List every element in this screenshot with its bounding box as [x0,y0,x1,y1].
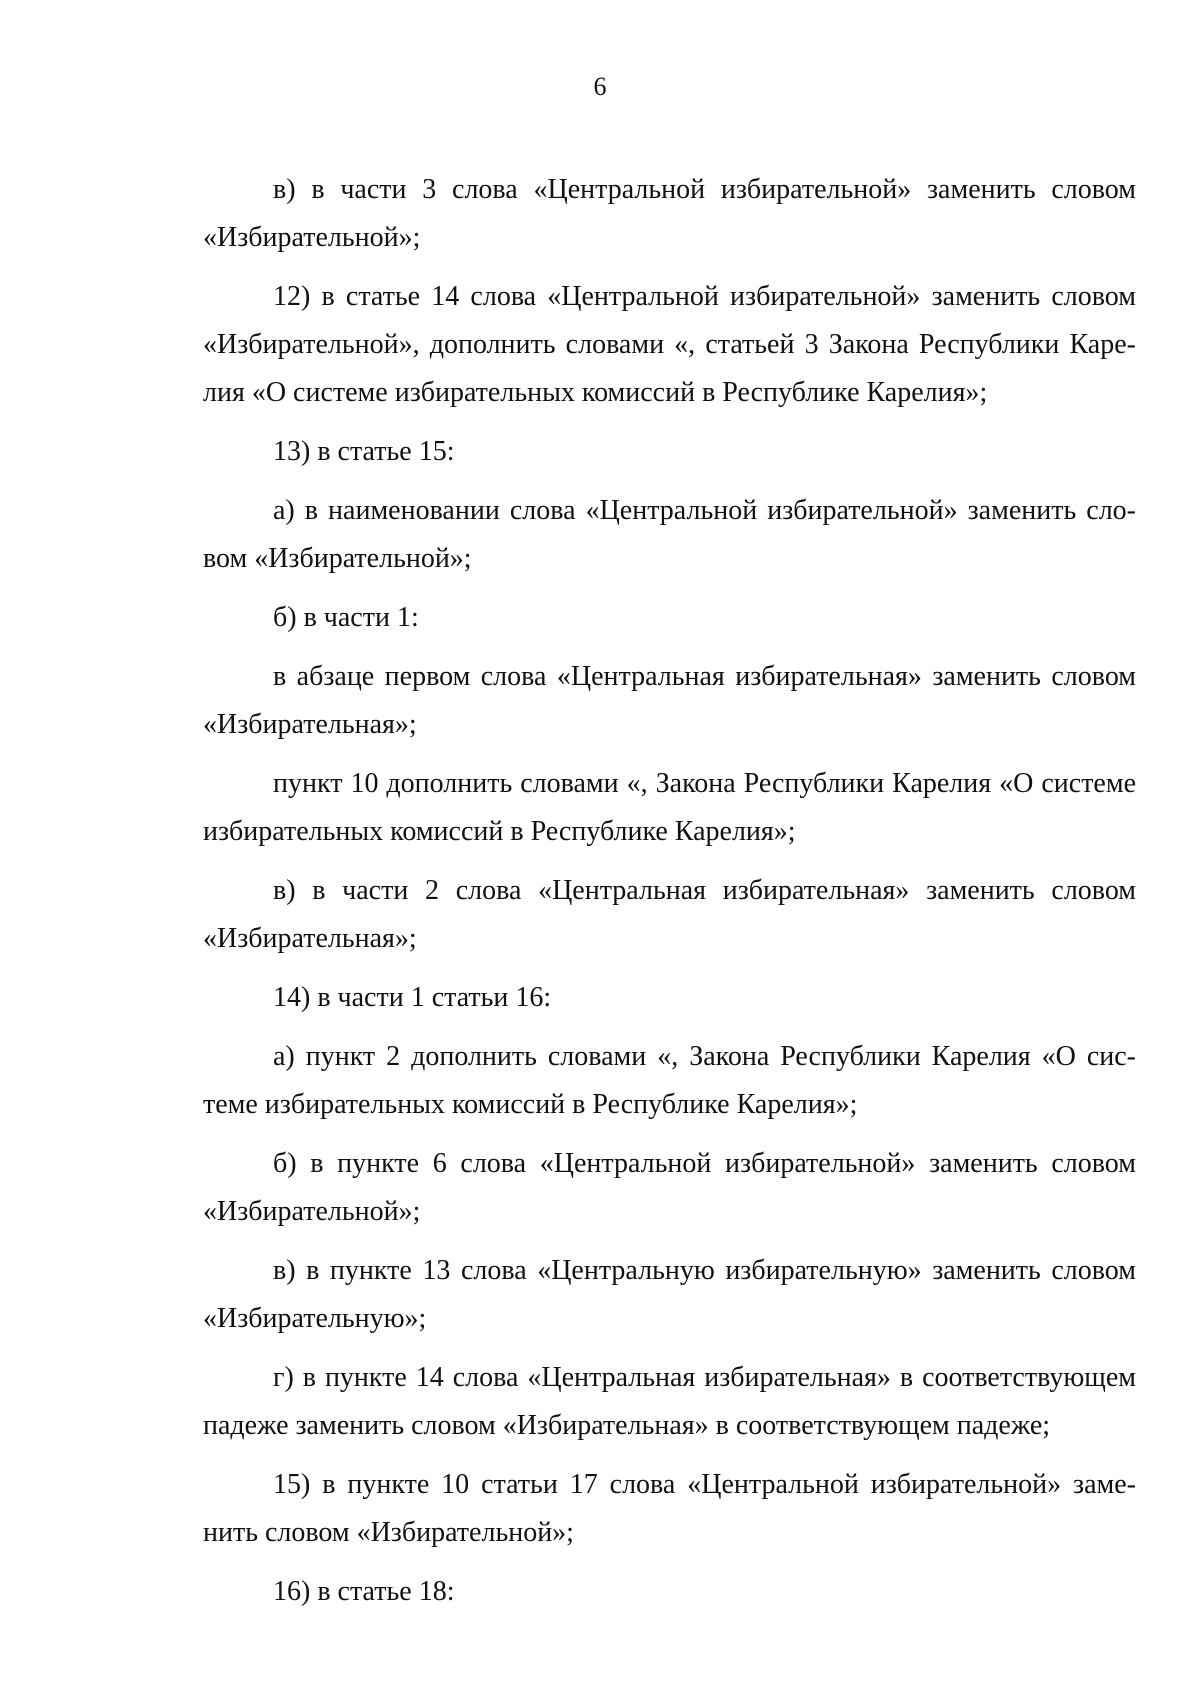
paragraph: 15) в пункте 10 статьи 17 слова «Центральной избирательной» заменить словом «Избирательной»; [203,1469,1136,1548]
paragraph: г) в пункте 14 слова «Центральная избирательная» в соответствующем падеже заменить словом «Избирательная» в соответствующем падеже; [203,1362,1136,1441]
page-number: 6 [593,72,607,101]
paragraph: 12) в статье 14 слова «Центральной избирательной» заменить словом «Избирательной», дополнить словами «, статьей 3 Закона Республики Карелия «О системе избирательных комиссий в Республике Карелия»; [203,281,1136,408]
paragraph: 14) в части 1 статьи 16: [273,982,552,1013]
paragraph: б) в пункте 6 слова «Центральной избирательной» заменить словом «Избирательной»; [203,1148,1136,1227]
paragraph: в) в части 2 слова «Центральная избирательная» заменить словом «Избирательная»; [203,875,1136,954]
paragraph: а) в наименовании слова «Центральной избирательной» заменить словом «Избирательной»; [203,495,1136,574]
paragraph: в) в части 3 слова «Центральной избирательной» заменить словом «Избирательной»; [203,174,1136,253]
paragraph: 16) в статье 18: [273,1576,455,1607]
paragraph: в абзаце первом слова «Центральная избирательная» заменить словом «Избирательная»; [203,661,1136,740]
paragraph: пункт 10 дополнить словами «, Закона Республики Карелия «О системе избирательных комиссий в Республике Карелия»; [203,768,1136,847]
paragraph: 13) в статье 15: [273,436,455,467]
document-body [203,166,1136,1627]
paragraph: в) в пункте 13 слова «Центральную избирательную» заменить словом «Избирательную»; [203,1255,1136,1334]
paragraph: б) в части 1: [273,602,419,633]
paragraph: а) пункт 2 дополнить словами «, Закона Республики Карелия «О системе избирательных комиссий в Республике Карелия»; [203,1041,1136,1120]
